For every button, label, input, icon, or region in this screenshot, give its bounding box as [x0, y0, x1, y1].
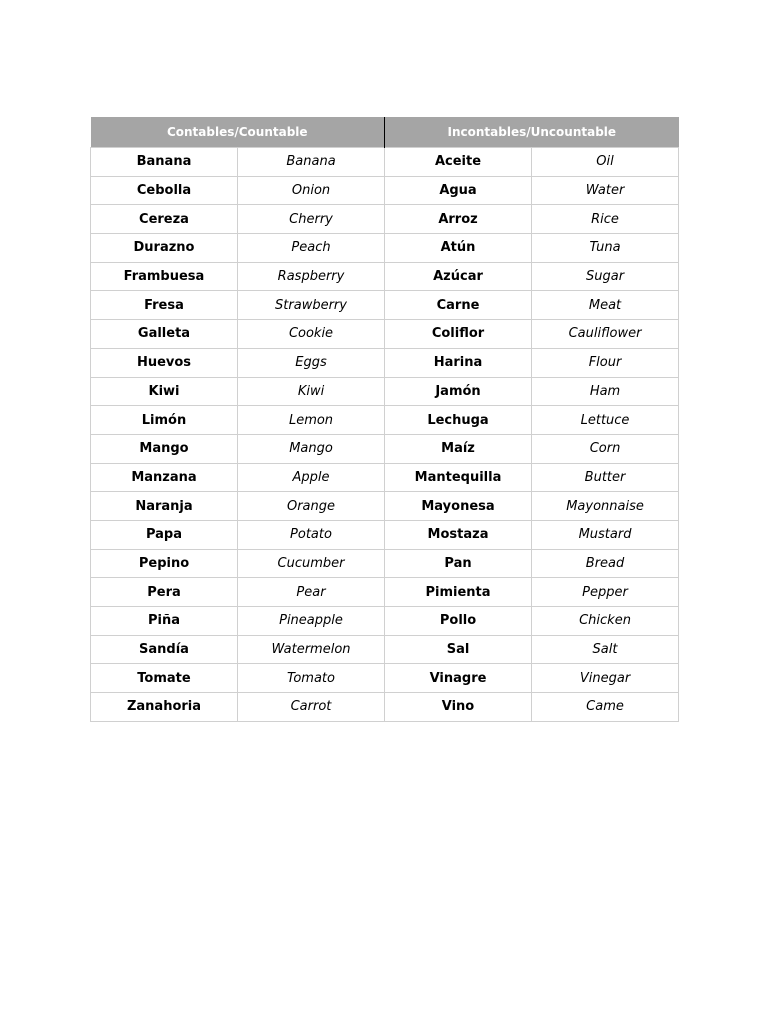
table-row	[91, 262, 679, 291]
table-row	[91, 492, 679, 521]
table-row	[91, 635, 679, 664]
uncountable-english-cell: Meat	[532, 291, 679, 320]
uncountable-spanish-cell: Vinagre	[385, 664, 532, 693]
countable-english-cell: Peach	[238, 234, 385, 263]
uncountable-spanish-cell: Harina	[385, 348, 532, 377]
uncountable-spanish-cell: Aceite	[385, 148, 532, 177]
table-row	[91, 578, 679, 607]
uncountable-spanish-cell: Atún	[385, 234, 532, 263]
countable-header: Contables/Countable	[91, 117, 385, 148]
uncountable-english-cell: Mustard	[532, 520, 679, 549]
countable-english-cell: Potato	[238, 520, 385, 549]
countable-spanish-cell: Fresa	[91, 291, 238, 320]
table-body	[91, 148, 679, 722]
table-row	[91, 320, 679, 349]
table-row	[91, 176, 679, 205]
uncountable-spanish-cell: Carne	[385, 291, 532, 320]
countable-spanish-cell: Cebolla	[91, 176, 238, 205]
uncountable-english-cell: Lettuce	[532, 406, 679, 435]
uncountable-english-cell: Oil	[532, 148, 679, 177]
uncountable-spanish-cell: Pimienta	[385, 578, 532, 607]
countable-spanish-cell: Tomate	[91, 664, 238, 693]
countable-english-cell: Tomato	[238, 664, 385, 693]
uncountable-english-cell: Water	[532, 176, 679, 205]
countable-spanish-cell: Piña	[91, 607, 238, 636]
table-row	[91, 693, 679, 722]
uncountable-spanish-cell: Coliflor	[385, 320, 532, 349]
table-row	[91, 549, 679, 578]
table-row	[91, 463, 679, 492]
table-row	[91, 664, 679, 693]
countable-english-cell: Raspberry	[238, 262, 385, 291]
countable-spanish-cell: Huevos	[91, 348, 238, 377]
uncountable-english-cell: Salt	[532, 635, 679, 664]
countable-english-cell: Watermelon	[238, 635, 385, 664]
uncountable-english-cell: Ham	[532, 377, 679, 406]
vocabulary-table	[90, 117, 679, 722]
uncountable-spanish-cell: Jamón	[385, 377, 532, 406]
countable-spanish-cell: Pera	[91, 578, 238, 607]
countable-spanish-cell: Sandía	[91, 635, 238, 664]
table-row	[91, 348, 679, 377]
countable-english-cell: Carrot	[238, 693, 385, 722]
countable-english-cell: Lemon	[238, 406, 385, 435]
uncountable-english-cell: Rice	[532, 205, 679, 234]
countable-english-cell: Mango	[238, 434, 385, 463]
uncountable-english-cell: Vinegar	[532, 664, 679, 693]
uncountable-english-cell: Sugar	[532, 262, 679, 291]
countable-spanish-cell: Galleta	[91, 320, 238, 349]
countable-english-cell: Cherry	[238, 205, 385, 234]
uncountable-spanish-cell: Vino	[385, 693, 532, 722]
uncountable-english-cell: Corn	[532, 434, 679, 463]
countable-english-cell: Cookie	[238, 320, 385, 349]
uncountable-spanish-cell: Arroz	[385, 205, 532, 234]
uncountable-spanish-cell: Sal	[385, 635, 532, 664]
countable-spanish-cell: Pepino	[91, 549, 238, 578]
uncountable-english-cell: Tuna	[532, 234, 679, 263]
countable-spanish-cell: Banana	[91, 148, 238, 177]
uncountable-spanish-cell: Agua	[385, 176, 532, 205]
table-row	[91, 406, 679, 435]
table-row	[91, 377, 679, 406]
table-row	[91, 520, 679, 549]
countable-english-cell: Onion	[238, 176, 385, 205]
table-row	[91, 607, 679, 636]
countable-english-cell: Orange	[238, 492, 385, 521]
countable-english-cell: Kiwi	[238, 377, 385, 406]
table-row	[91, 148, 679, 177]
uncountable-english-cell: Bread	[532, 549, 679, 578]
countable-spanish-cell: Cereza	[91, 205, 238, 234]
countable-english-cell: Eggs	[238, 348, 385, 377]
countable-spanish-cell: Mango	[91, 434, 238, 463]
uncountable-spanish-cell: Lechuga	[385, 406, 532, 435]
countable-english-cell: Strawberry	[238, 291, 385, 320]
uncountable-spanish-cell: Mostaza	[385, 520, 532, 549]
countable-english-cell: Pineapple	[238, 607, 385, 636]
countable-spanish-cell: Frambuesa	[91, 262, 238, 291]
uncountable-spanish-cell: Pollo	[385, 607, 532, 636]
uncountable-spanish-cell: Pan	[385, 549, 532, 578]
uncountable-spanish-cell: Mayonesa	[385, 492, 532, 521]
uncountable-header: Incontables/Uncountable	[385, 117, 679, 148]
uncountable-english-cell: Flour	[532, 348, 679, 377]
countable-spanish-cell: Durazno	[91, 234, 238, 263]
uncountable-english-cell: Came	[532, 693, 679, 722]
countable-english-cell: Banana	[238, 148, 385, 177]
countable-english-cell: Pear	[238, 578, 385, 607]
countable-spanish-cell: Papa	[91, 520, 238, 549]
uncountable-english-cell: Pepper	[532, 578, 679, 607]
table-row	[91, 291, 679, 320]
table-row	[91, 205, 679, 234]
countable-spanish-cell: Limón	[91, 406, 238, 435]
uncountable-english-cell: Cauliflower	[532, 320, 679, 349]
countable-spanish-cell: Manzana	[91, 463, 238, 492]
uncountable-spanish-cell: Mantequilla	[385, 463, 532, 492]
countable-spanish-cell: Zanahoria	[91, 693, 238, 722]
countable-spanish-cell: Kiwi	[91, 377, 238, 406]
countable-spanish-cell: Naranja	[91, 492, 238, 521]
uncountable-english-cell: Chicken	[532, 607, 679, 636]
table-row	[91, 434, 679, 463]
countable-english-cell: Cucumber	[238, 549, 385, 578]
uncountable-english-cell: Butter	[532, 463, 679, 492]
uncountable-english-cell: Mayonnaise	[532, 492, 679, 521]
table-header-row	[91, 117, 679, 148]
uncountable-spanish-cell: Maíz	[385, 434, 532, 463]
countable-english-cell: Apple	[238, 463, 385, 492]
uncountable-spanish-cell: Azúcar	[385, 262, 532, 291]
table-row	[91, 234, 679, 263]
